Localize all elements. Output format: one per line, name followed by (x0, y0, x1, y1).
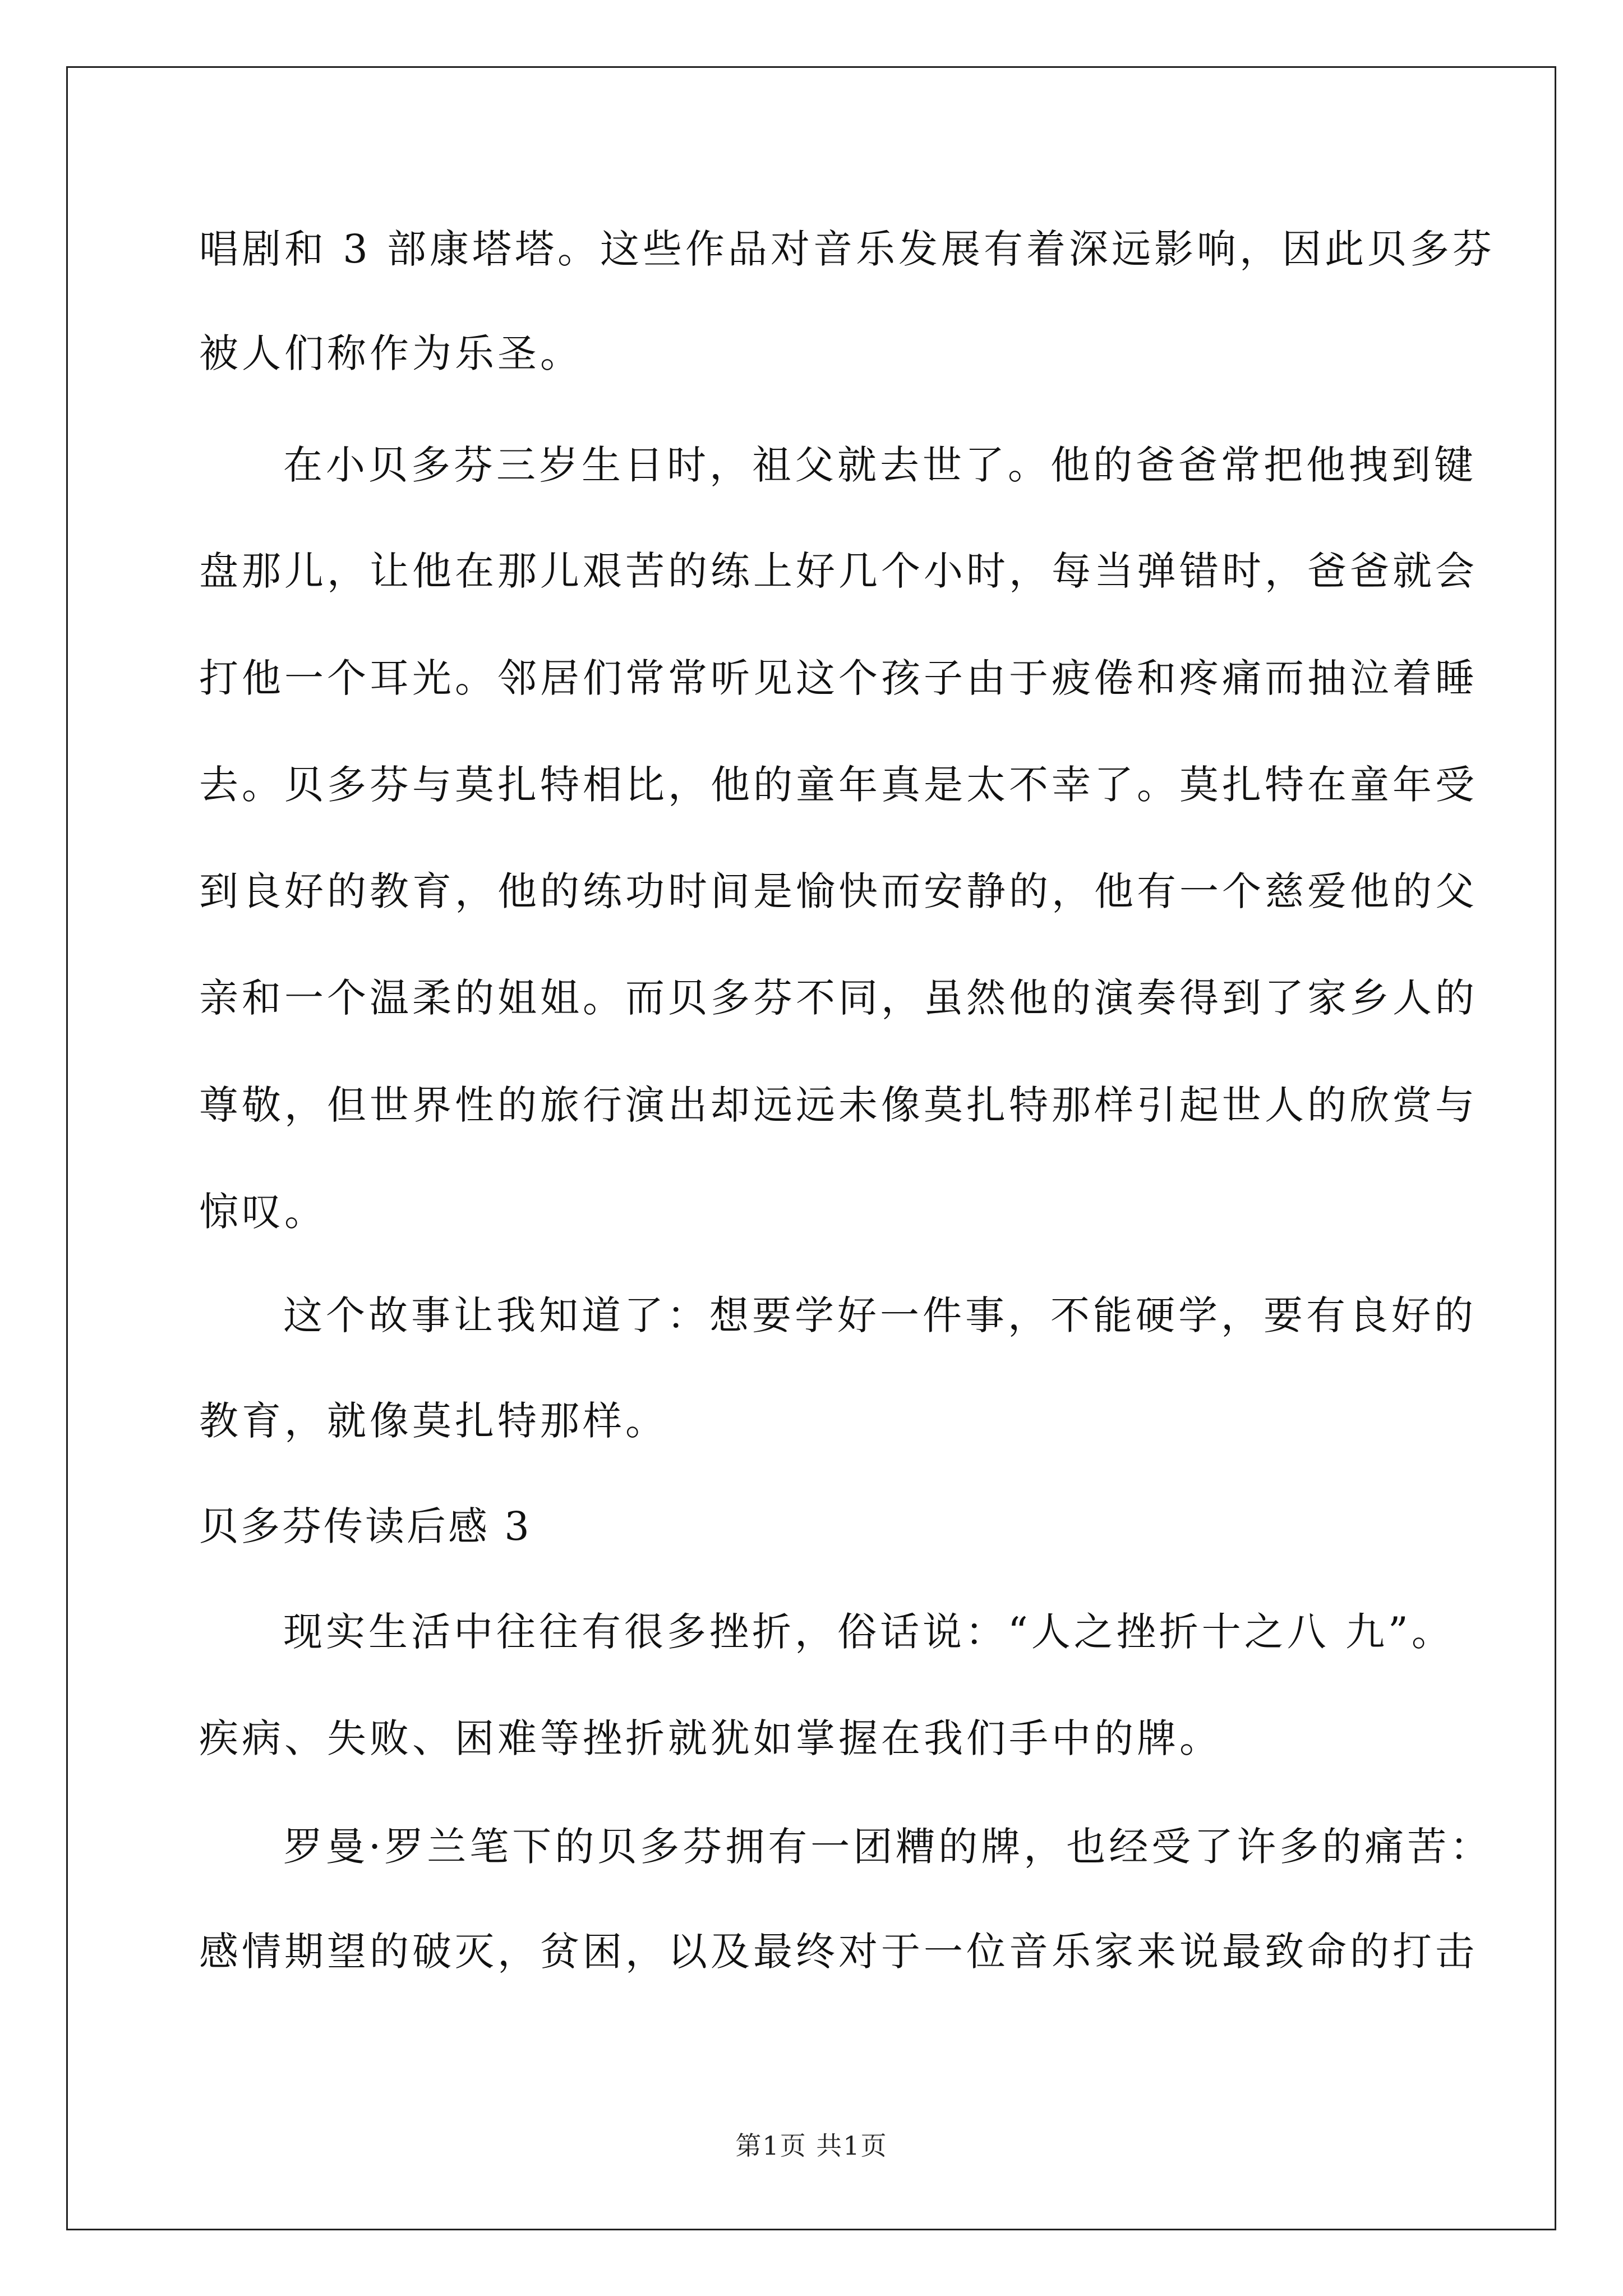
body-text-line: 疾病、失败、困难等挫折就犹如掌握在我们手中的牌。 (199, 1715, 1222, 1761)
body-text-line: 惊叹。 (199, 1189, 327, 1235)
body-text-line: 唱剧和 3 部康塔塔。这些作品对音乐发展有着深远影响，因此贝多芬 (199, 226, 1496, 272)
body-text-line: 盘那儿，让他在那儿艰苦的练上好几个小时，每当弹错时，爸爸就会 (199, 548, 1478, 594)
body-text-line: 现实生活中往往有很多挫折，俗话说：“人之挫折十之八 九”。 (283, 1609, 1454, 1655)
body-text-line: 这个故事让我知道了：想要学好一件事，不能硬学，要有良好的 (283, 1292, 1477, 1338)
page-border (66, 66, 1556, 2230)
body-text-line: 亲和一个温柔的姐姐。而贝多芬不同，虽然他的演奏得到了家乡人的 (199, 975, 1478, 1021)
body-text-line: 被人们称作为乐圣。 (199, 330, 583, 376)
body-text-line: 去。贝多芬与莫扎特相比，他的童年真是太不幸了。莫扎特在童年受 (199, 762, 1478, 808)
body-text-line: 尊敬，但世界性的旅行演出却远远未像莫扎特那样引起世人的欣赏与 (199, 1082, 1478, 1128)
body-text-line: 打他一个耳光。邻居们常常听见这个孩子由于疲倦和疼痛而抽泣着睡 (199, 655, 1478, 701)
section-heading: 贝多芬传读后感 3 (199, 1503, 532, 1549)
body-text-line: 罗曼·罗兰笔下的贝多芬拥有一团糟的牌，也经受了许多的痛苦： (283, 1824, 1493, 1870)
body-text-line: 感情期望的破灭，贫困，以及最终对于一位音乐家来说最致命的打击 (199, 1929, 1478, 1975)
page-number-footer: 第1页 共1页 (735, 2131, 888, 2161)
body-text-line: 到良好的教育，他的练功时间是愉快而安静的，他有一个慈爱他的父 (199, 868, 1478, 914)
body-text-line: 在小贝多芬三岁生日时，祖父就去世了。他的爸爸常把他拽到键 (283, 442, 1477, 488)
body-text-line: 教育，就像莫扎特那样。 (199, 1398, 668, 1444)
